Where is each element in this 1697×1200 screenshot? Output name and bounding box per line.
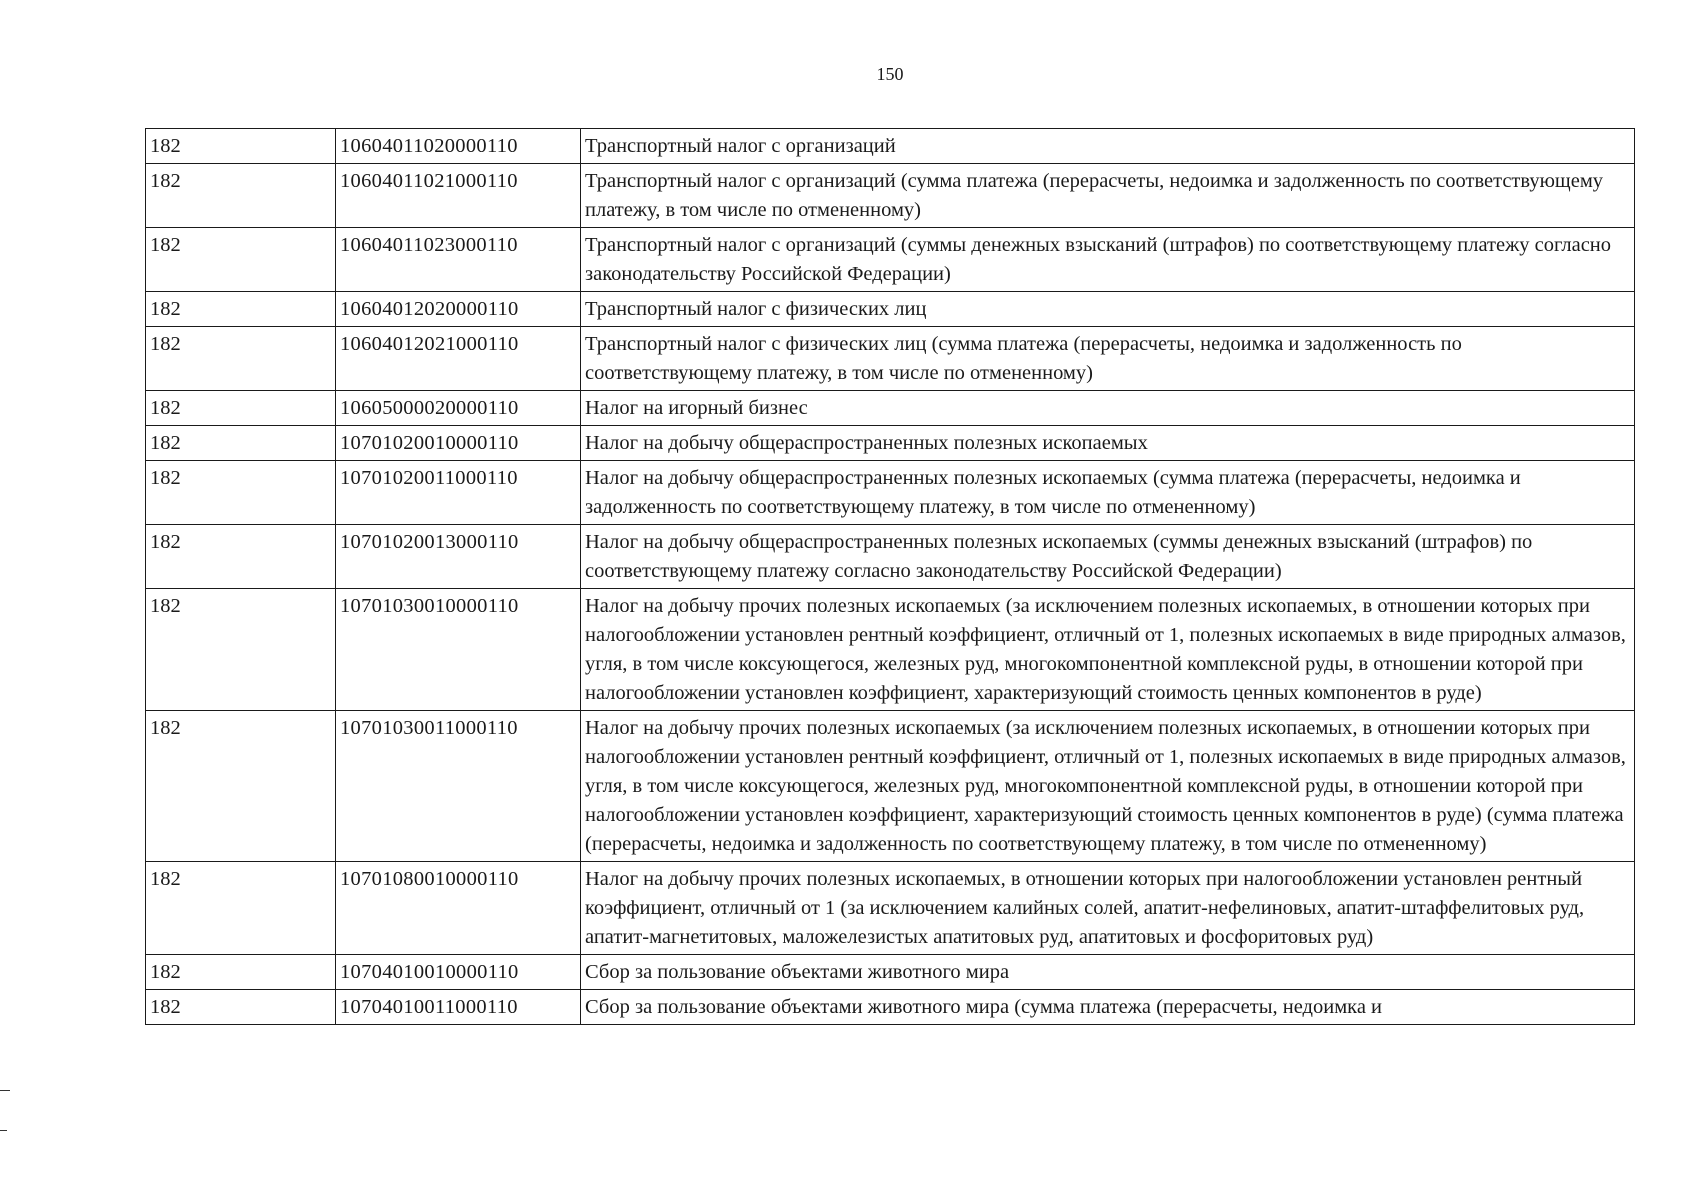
admin-code-cell: 182 — [146, 525, 336, 589]
budget-code-table — [145, 128, 1635, 1025]
admin-code-cell: 182 — [146, 391, 336, 426]
table-row — [146, 129, 1635, 164]
revenue-name-cell: Налог на добычу прочих полезных ископаемых (за исключением полезных ископаемых, в отношении которых при налогообложении установлен рентный коэффициент, отличный от 1, полезных ископаемых в виде природных алмазов, угля, в том числе коксующегося, железных руд, многокомпонентной комплексной руды, в отношении которой при налогообложении установлен коэффициент, характеризующий стоимость ценных компонентов в руде) (сумма платежа (перерасчеты, недоимка и задолженность по соответствующему платежу, в том числе по отмененному) — [581, 711, 1635, 862]
revenue-name-cell: Налог на добычу прочих полезных ископаемых (за исключением полезных ископаемых, в отношении которых при налогообложении установлен рентный коэффициент, отличный от 1, полезных ископаемых в виде природных алмазов, угля, в том числе коксующегося, железных руд, многокомпонентной комплексной руды, в отношении которой при налогообложении установлен коэффициент, характеризующий стоимость ценных компонентов в руде) — [581, 589, 1635, 711]
admin-code-cell: 182 — [146, 990, 336, 1025]
kbk-code-cell: 10604012021000110 — [336, 327, 581, 391]
table-row — [146, 990, 1635, 1025]
admin-code-cell: 182 — [146, 129, 336, 164]
admin-code-cell: 182 — [146, 862, 336, 955]
revenue-name-cell: Налог на добычу общераспространенных полезных ископаемых (суммы денежных взысканий (штрафов) по соответствующему платежу согласно законодательству Российской Федерации) — [581, 525, 1635, 589]
revenue-name-cell: Налог на добычу прочих полезных ископаемых, в отношении которых при налогообложении установлен рентный коэффициент, отличный от 1 (за исключением калийных солей, апатит-нефелиновых, апатит-штаффелитовых руд, апатит-магнетитовых, маложелезистых апатитовых руд, апатитовых и фосфоритовых руд) — [581, 862, 1635, 955]
table-row — [146, 327, 1635, 391]
margin-tick-mark — [0, 1130, 7, 1131]
admin-code-cell: 182 — [146, 426, 336, 461]
revenue-name-cell: Транспортный налог с организаций — [581, 129, 1635, 164]
admin-code-cell: 182 — [146, 164, 336, 228]
kbk-code-cell: 10701030011000110 — [336, 711, 581, 862]
kbk-code-cell: 10701030010000110 — [336, 589, 581, 711]
page-number: 150 — [876, 64, 904, 84]
kbk-code-cell: 10701020013000110 — [336, 525, 581, 589]
kbk-code-cell: 10701020010000110 — [336, 426, 581, 461]
table-row — [146, 292, 1635, 327]
revenue-name-cell: Транспортный налог с физических лиц — [581, 292, 1635, 327]
table-body — [146, 129, 1635, 1025]
admin-code-cell: 182 — [146, 955, 336, 990]
revenue-name-cell: Налог на добычу общераспространенных полезных ископаемых (сумма платежа (перерасчеты, недоимка и задолженность по соответствующему платежу, в том числе по отмененному) — [581, 461, 1635, 525]
revenue-name-cell: Транспортный налог с организаций (сумма платежа (перерасчеты, недоимка и задолженность по соответствующему платежу, в том числе по отмененному) — [581, 164, 1635, 228]
revenue-name-cell: Налог на игорный бизнес — [581, 391, 1635, 426]
kbk-code-cell: 10604011020000110 — [336, 129, 581, 164]
table-row — [146, 955, 1635, 990]
revenue-name-cell: Налог на добычу общераспространенных полезных ископаемых — [581, 426, 1635, 461]
admin-code-cell: 182 — [146, 461, 336, 525]
margin-tick-mark — [0, 1090, 10, 1091]
table-row — [146, 589, 1635, 711]
kbk-code-cell: 10604011023000110 — [336, 228, 581, 292]
kbk-code-cell: 10604011021000110 — [336, 164, 581, 228]
kbk-code-cell: 10704010010000110 — [336, 955, 581, 990]
table-row — [146, 525, 1635, 589]
revenue-name-cell: Транспортный налог с физических лиц (сумма платежа (перерасчеты, недоимка и задолженность по соответствующему платежу, в том числе по отмененному) — [581, 327, 1635, 391]
kbk-code-cell: 10704010011000110 — [336, 990, 581, 1025]
admin-code-cell: 182 — [146, 711, 336, 862]
kbk-code-cell: 10604012020000110 — [336, 292, 581, 327]
table-row — [146, 711, 1635, 862]
kbk-code-cell: 10701080010000110 — [336, 862, 581, 955]
kbk-code-cell: 10605000020000110 — [336, 391, 581, 426]
table-row — [146, 426, 1635, 461]
table-row — [146, 862, 1635, 955]
admin-code-cell: 182 — [146, 292, 336, 327]
table-row — [146, 228, 1635, 292]
admin-code-cell: 182 — [146, 228, 336, 292]
admin-code-cell: 182 — [146, 589, 336, 711]
table-row — [146, 391, 1635, 426]
revenue-name-cell: Транспортный налог с организаций (суммы денежных взысканий (штрафов) по соответствующему платежу согласно законодательству Российской Федерации) — [581, 228, 1635, 292]
admin-code-cell: 182 — [146, 327, 336, 391]
revenue-name-cell: Сбор за пользование объектами животного мира (сумма платежа (перерасчеты, недоимка и — [581, 990, 1635, 1025]
kbk-code-cell: 10701020011000110 — [336, 461, 581, 525]
table-row — [146, 461, 1635, 525]
revenue-name-cell: Сбор за пользование объектами животного мира — [581, 955, 1635, 990]
table-row — [146, 164, 1635, 228]
